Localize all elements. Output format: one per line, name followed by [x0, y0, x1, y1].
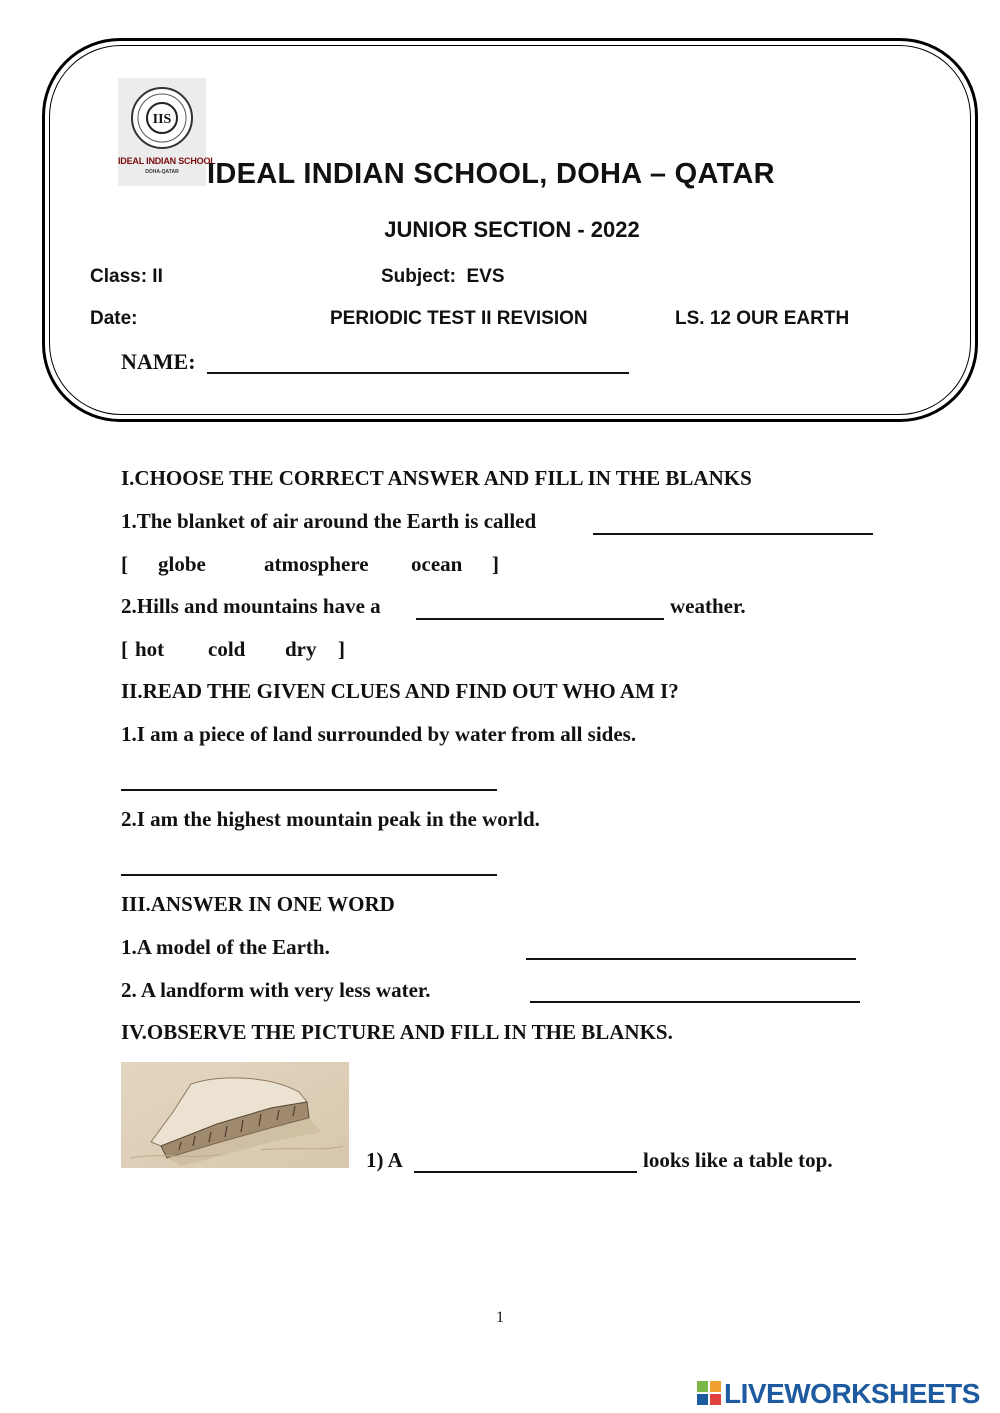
answer-2-1-line[interactable] [121, 789, 497, 791]
question-2-1: 1.I am a piece of land surrounded by water from all sides. [121, 722, 637, 746]
section-4-heading: IV.OBSERVE THE PICTURE AND FILL IN THE BLANKS. [121, 1020, 673, 1044]
answer-2-2-line[interactable] [121, 874, 497, 876]
option-cold: cold [208, 637, 246, 661]
answer-3-1-line[interactable] [526, 958, 856, 960]
question-4-1-start: 1) A [366, 1148, 403, 1172]
option-dry: dry [285, 637, 317, 661]
bracket-close-2: ] [338, 637, 345, 661]
answer-4-1-line[interactable] [414, 1171, 637, 1173]
question-4-1-end: looks like a table top. [643, 1148, 833, 1172]
page-number: 1 [496, 1309, 504, 1326]
subject-label: Subject: EVS [381, 266, 505, 287]
liveworksheets-text: LIVEWORKSHEETS [724, 1378, 980, 1409]
section-1-heading: I.CHOOSE THE CORRECT ANSWER AND FILL IN THE BLANKS [121, 466, 752, 490]
option-globe: globe [158, 552, 206, 576]
logo-monogram: IIS [152, 112, 172, 127]
question-2-2: 2.I am the highest mountain peak in the world. [121, 807, 540, 831]
section-3-heading: III.ANSWER IN ONE WORD [121, 892, 395, 916]
bracket-open-2: [ [121, 637, 128, 661]
date-label: Date: [90, 308, 138, 329]
question-3-2: 2. A landform with very less water. [121, 978, 431, 1002]
lesson-title: LS. 12 OUR EARTH [675, 308, 850, 329]
section-2-heading: II.READ THE GIVEN CLUES AND FIND OUT WHO AM I? [121, 679, 679, 703]
logo-subcaption: DOHA-QATAR [145, 169, 179, 175]
option-ocean: ocean [411, 552, 463, 576]
question-3-1: 1.A model of the Earth. [121, 935, 330, 959]
bracket-open-1: [ [121, 552, 128, 576]
question-1-2-start: 2.Hills and mountains have a [121, 594, 381, 618]
section-title: JUNIOR SECTION - 2022 [384, 217, 640, 242]
option-hot: hot [135, 637, 165, 661]
question-1-2-end: weather. [670, 594, 746, 618]
test-title: PERIODIC TEST II REVISION [330, 308, 588, 329]
answer-3-2-line[interactable] [530, 1001, 860, 1003]
option-atmosphere: atmosphere [264, 552, 369, 576]
bracket-close-1: ] [492, 552, 499, 576]
liveworksheets-logo-icon [697, 1381, 722, 1406]
answer-1-1-line[interactable] [593, 533, 873, 535]
class-label: Class: II [90, 266, 163, 287]
logo-caption: IDEAL INDIAN SCHOOL [118, 156, 216, 166]
plateau-picture [121, 1062, 349, 1168]
name-input-line[interactable] [207, 372, 629, 374]
name-label: NAME: [121, 349, 196, 374]
question-1-1: 1.The blanket of air around the Earth is called [121, 509, 537, 533]
answer-1-2-line[interactable] [416, 618, 664, 620]
school-name: IDEAL INDIAN SCHOOL, DOHA – QATAR [207, 158, 775, 190]
